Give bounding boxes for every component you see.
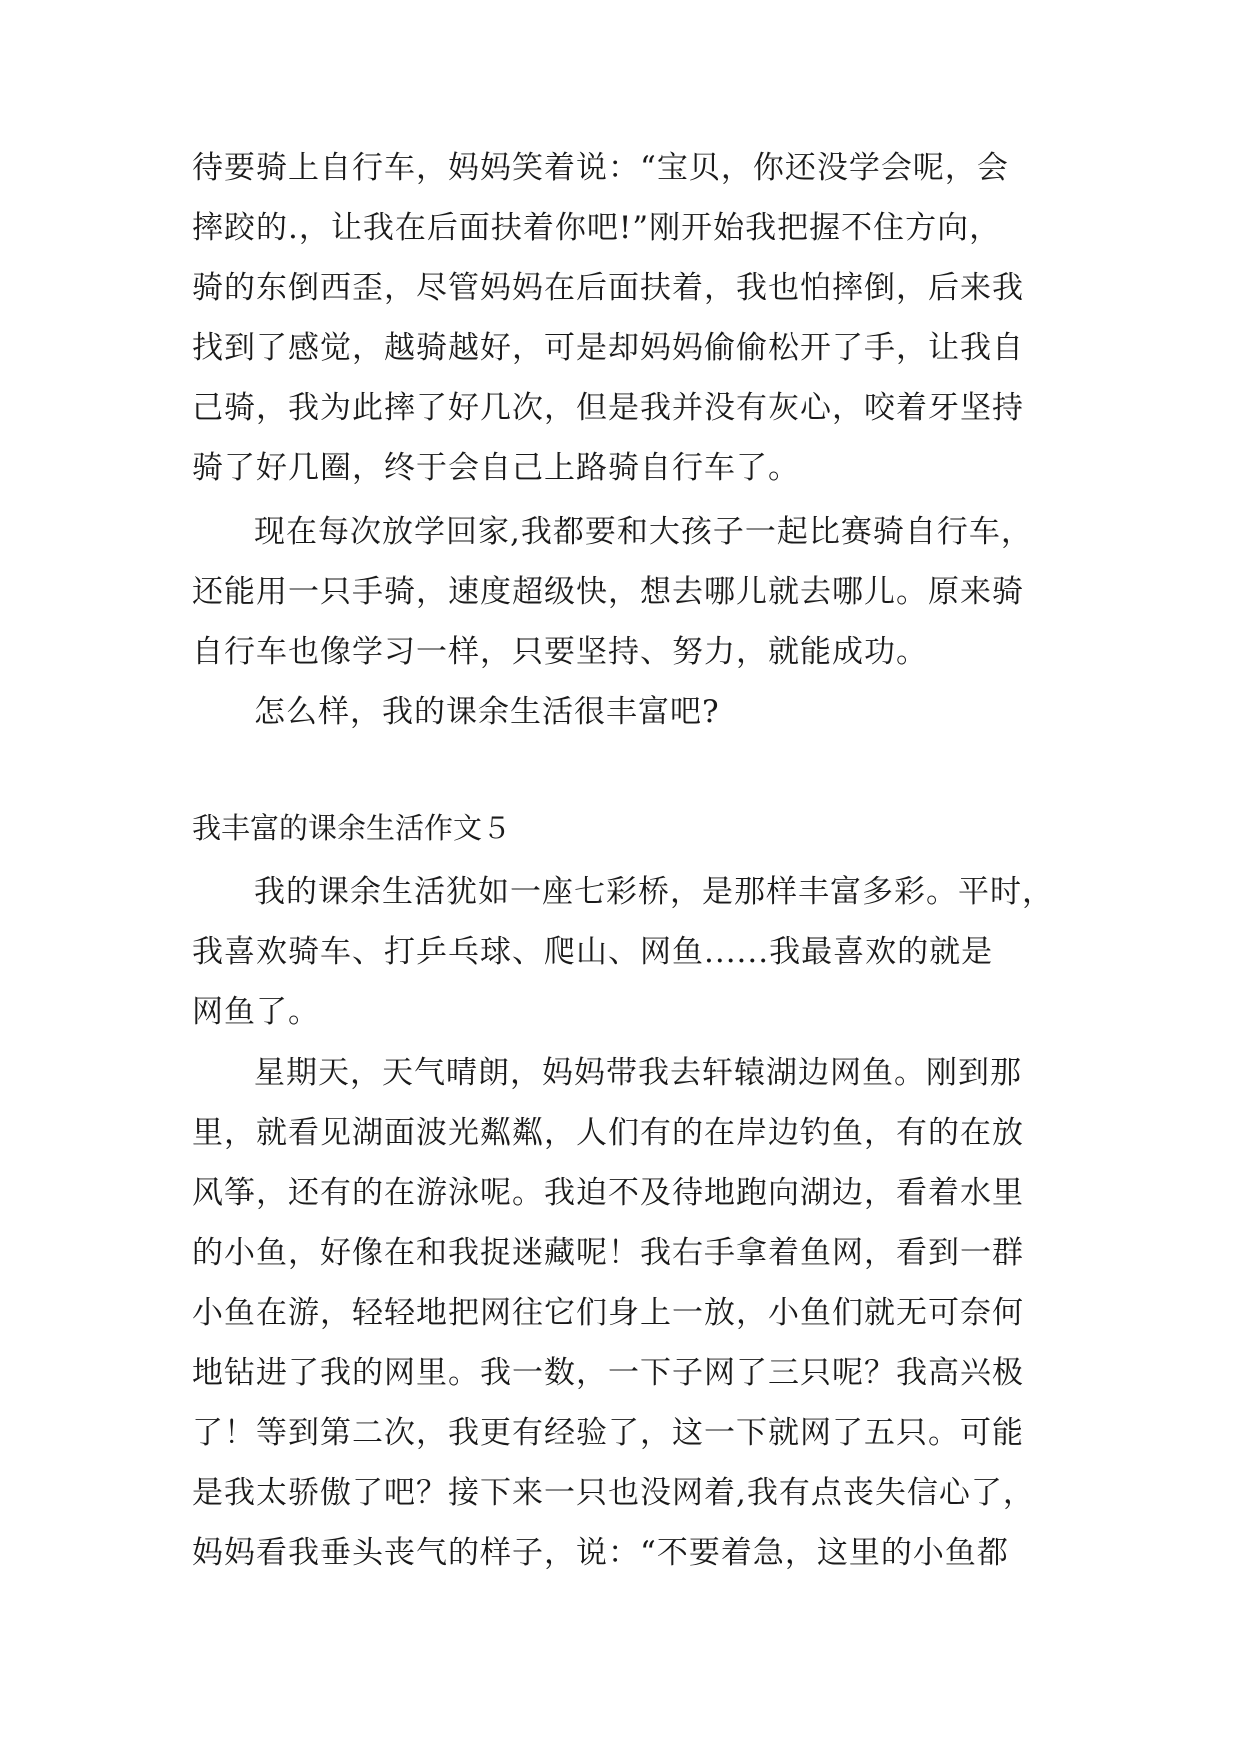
paragraph-closing <box>192 682 1052 742</box>
paragraph-bike-riding <box>192 138 1052 498</box>
text-line: 地钻进了我的网里。我一数，一下子网了三只呢？我高兴极 <box>192 1355 1024 1391</box>
text-line: 待要骑上自行车，妈妈笑着说：“宝贝，你还没学会呢，会 <box>192 150 1009 186</box>
text-line: 小鱼在游，轻轻地把网往它们身上一放，小鱼们就无可奈何 <box>192 1295 1024 1331</box>
text-line: 骑了好几圈，终于会自己上路骑自行车了。 <box>192 450 800 486</box>
paragraph-riding-now <box>192 502 1052 682</box>
text-line: 己骑，我为此摔了好几次，但是我并没有灰心，咬着牙坚持 <box>192 390 1024 426</box>
text-line: 摔跤的.，让我在后面扶着你吧!”刚开始我把握不住方向， <box>192 210 1002 246</box>
text-line: 现在每次放学回家,我都要和大孩子一起比赛骑自行车， <box>254 514 1033 550</box>
paragraph-fishing <box>192 1043 1052 1583</box>
text-line: 网鱼了。 <box>192 994 320 1030</box>
text-line: 的小鱼，好像在和我捉迷藏呢！我右手拿着鱼网，看到一群 <box>192 1235 1024 1271</box>
text-line: 自行车也像学习一样，只要坚持、努力，就能成功。 <box>192 634 928 670</box>
text-line: 怎么样，我的课余生活很丰富吧? <box>254 694 720 730</box>
section-title <box>192 798 1052 858</box>
text-line: 了！等到第二次，我更有经验了，这一下就网了五只。可能 <box>192 1415 1024 1451</box>
section-heading: 我丰富的课余生活作文５ <box>192 811 512 845</box>
text-line: 还能用一只手骑，速度超级快，想去哪儿就去哪儿。原来骑 <box>192 574 1024 610</box>
text-line: 里，就看见湖面波光粼粼，人们有的在岸边钓鱼，有的在放 <box>192 1115 1024 1151</box>
text-line: 是我太骄傲了吧？接下来一只也没网着,我有点丧失信心了， <box>192 1475 1035 1511</box>
text-line: 妈妈看我垂头丧气的样子，说：“不要着急，这里的小鱼都 <box>192 1535 1009 1571</box>
text-line: 星期天，天气晴朗，妈妈带我去轩辕湖边网鱼。刚到那 <box>254 1055 1022 1091</box>
text-line: 我的课余生活犹如一座七彩桥，是那样丰富多彩。平时， <box>254 874 1054 910</box>
text-line: 找到了感觉，越骑越好，可是却妈妈偷偷松开了手，让我自 <box>192 330 1024 366</box>
text-line: 骑的东倒西歪，尽管妈妈在后面扶着，我也怕摔倒，后来我 <box>192 270 1024 306</box>
text-line: 我喜欢骑车、打乒乓球、爬山、网鱼......我最喜欢的就是 <box>192 934 994 970</box>
paragraph-intro <box>192 862 1052 1042</box>
text-line: 风筝，还有的在游泳呢。我迫不及待地跑向湖边，看着水里 <box>192 1175 1024 1211</box>
